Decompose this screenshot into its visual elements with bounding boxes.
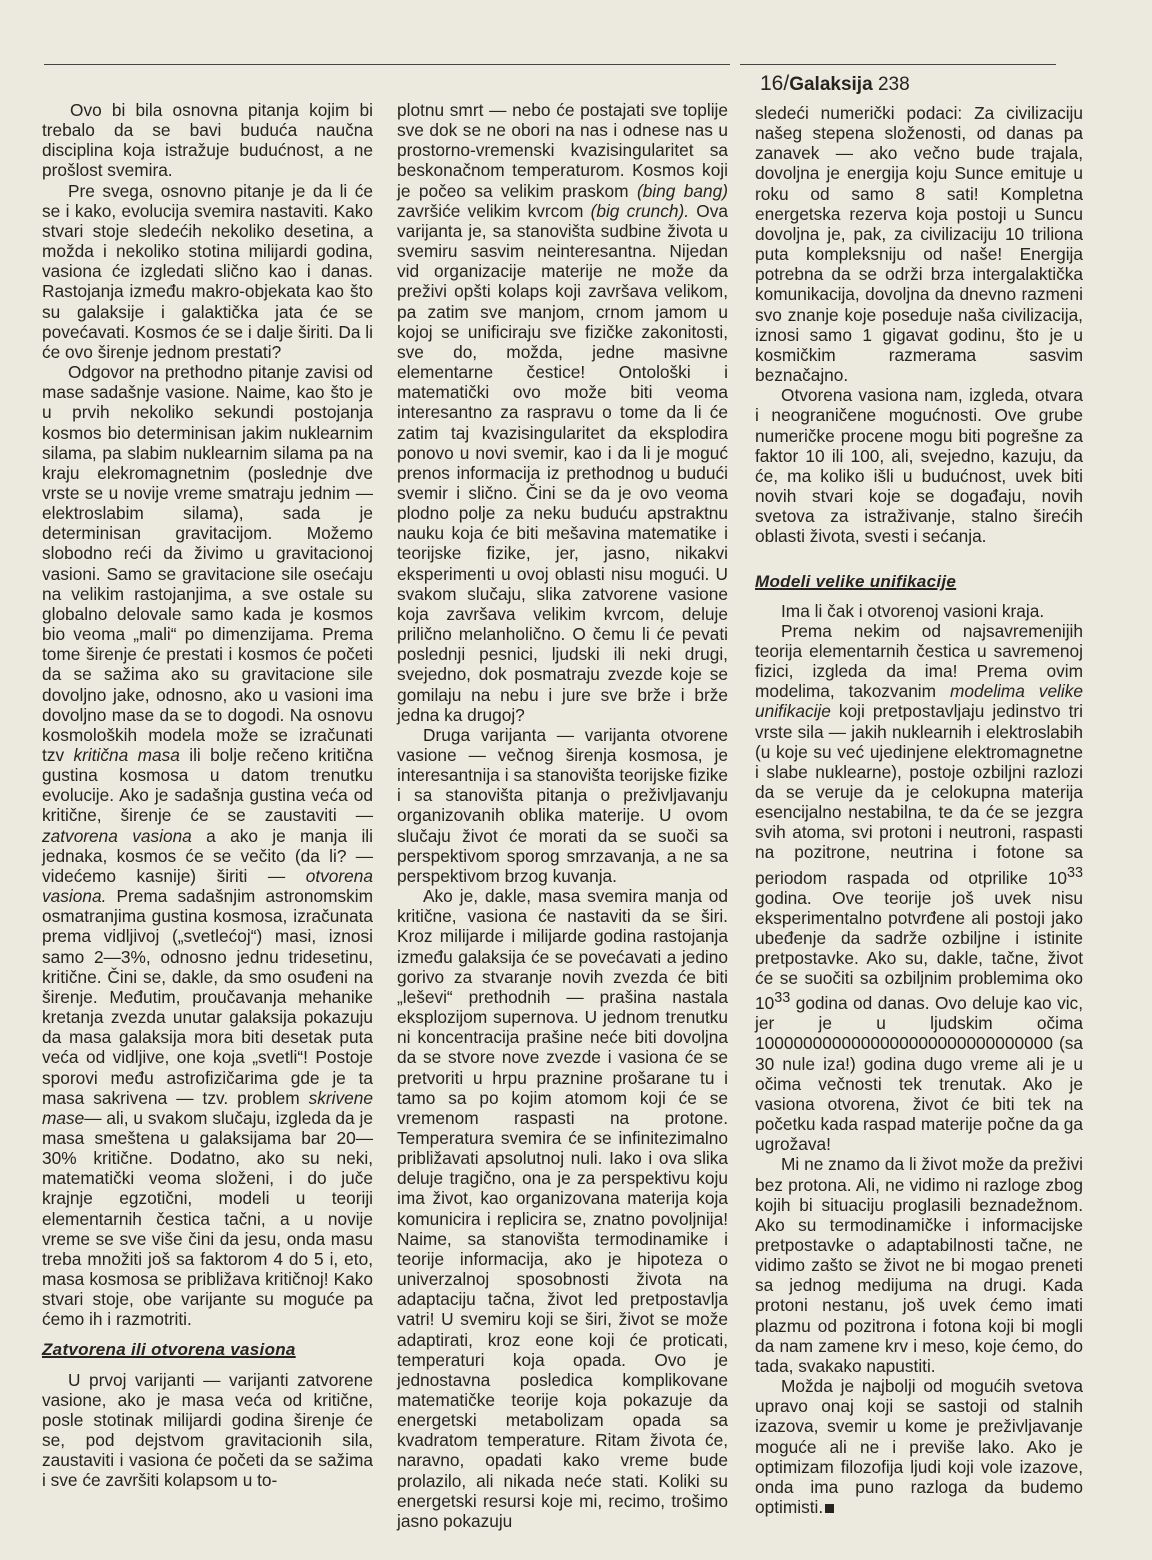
emphasis: skrivene mase (42, 1087, 373, 1128)
text-run: plotnu smrt — nebo će postajati sve toplije sve dok se ne obori na nas i odnese nas u prostorno-vremenski kvazisingularitet sa beskonačnom temperaturom. Kosmos koji je počeo sa velikim praskom (397, 100, 728, 201)
text-run: koji pretpostavljaju jedinstvo tri vrste sila — jakih nuklearnih i elektroslabih (u koje su već ujedinjene elektromagnetne i slabe nuklearne), postoje ozbiljni razlozi da se veruje da je celokupna materija esencijalno nestabilna, te da će se jezgra svih atoma, svi protoni i neutroni, raspasti na pozitrone, neutrina i fotone sa periodom raspada od otprilike 10 (755, 701, 1083, 888)
paragraph (755, 1376, 1083, 1517)
emphasis: (big crunch). (590, 200, 690, 221)
column-3 (755, 103, 1083, 1517)
emphasis: zatvorena vasiona (42, 825, 192, 846)
paragraph (755, 621, 1083, 1155)
paragraph: U prvoj varijanti — varijanti zatvorene vasione, ako je masa veća od kritične, posle stotinak milijardi godina širenje će se, pod dejstvom gravitacionih sila, zaustaviti i vasiona će početi da se sažima i sve će završiti kolapsom u to- (42, 1369, 373, 1491)
text-run: Ova varijanta je, sa stanovišta sudbine života u svemiru sasvim neinteresantna. Nijedan vid organizacije materije ne može da preživi opšti kolaps koji završava velikom, pa zatim sve manjom, crnom jamom u kojoj se unificiraju sve fizičke zakonitosti, sve do, možda, jedne masivne elementarne čestice! Ontološki i matematički ovo može biti veoma interesantno za raspravu o tome da li će zatim taj kvazisingularitet da eksplodira ponovo u novi svemir, kao i da li je moguć prenos informacija iz prethodnog u budući svemir i slično. Čini se da je ovo veoma plodno polje za neku buduću apstraktnu nauku koja će biti mešavina matematike i teorijske fizike, jer, jasno, nikakvi eksperimenti u ovoj oblasti nisu mogući. U svakom slučaju, slika zatvorene vasione koja završava velikim kvrcom, deluje prilično melanholično. O čemu li će pevati poslednji pesnici, ljudski ili neki drugi, svejedno, dok posmatraju zvezde koje se gomilaju na nebu i jure sve brže i brže jedna ka drugoj? (397, 200, 728, 725)
column-1 (42, 100, 373, 1491)
paragraph: Ima li čak i otvorenoj vasioni kraja. (781, 600, 1045, 621)
text-run: Prema nekim od najsavremenijih teorija elementarnih čestica u savremenoj fizici, izgleda da ima! Prema ovim modelima, takozvanim (755, 620, 1083, 702)
text-run: Možda je najbolji od mogućih svetova upravo onaj koji se sastoji od stalnih izazova, svemir u kome je preživljavanje moguće ali ne i previše lako. Ako je optimizam filozofija ljudi koji vole izazove, onda ima puno razloga da budemo optimisti. (755, 1376, 1083, 1517)
text-run: ili bolje rečeno kritična gustina kosmosa u datom trenutku evolucije. Ako je sadašnja gustina veća od kritične, širenje će se zaustaviti — (42, 745, 373, 826)
exponent: 33 (774, 990, 791, 1007)
text-run: Odgovor na prethodno pitanje zavisi od mase sadašnje vasione. Naime, kao što je u prvih nekoliko sekundi postojanja kosmos bio determinisan jakim nuklearnim silama, pa slabim nuklearnim silama pa na kraju elekromagnetnim (poslednje dve vrste se u novije vreme smatraju jednim — elektroslabim silama), sada je determinisan gravitacijom. Možemo slobodno reći da živimo u gravitacionoj vasioni. Samo se gravitacione sile osećaju na velikim rastojanjima, a sve ostale su globalno delovale samo kada je kosmos bio veoma „mali“ po dimenzijama. Prema tome širenje će prestati i kosmos će početi da se sažima ako su gravitacione sile dovoljno jake, odnosno, ako u vasioni ima dovoljno mase da se to dogodi. Na osnovu kosmoloških modela može se izračunati tzv (42, 362, 373, 765)
text-run: godina od danas. Ovo deluje kao vic, jer je u ljudskim očima 1000000000000000000000000000000 (sa 30 nule iza!) godina dugo vreme ali je u očima večnosti tek trenutak. Ako je vasiona otvorena, život će biti tek na početku kada raspad materije počne da ga ugrožava! (755, 993, 1083, 1155)
end-mark-icon (825, 1504, 834, 1513)
text-run: završiće velikim kvrcom (397, 200, 591, 221)
paragraph (42, 362, 373, 1330)
paragraph: sledeći numerički podaci: Za civilizaciju našeg stepena složenosti, od danas pa zanavek — ako večno bude trajala, dovoljna je energija koju Sunce emituje u roku od samo 8 sati! Kompletna energetska rezerva koja postoji u Suncu dovoljna je, pak, za civilizaciju 10 triliona puta kompleksniju od naše! Energija potrebna da se održi brza intergalaktička komunikacija, dovoljna da dnevno razmeni svo znanje koje poseduje naša civilizacija, iznosi samo 1 gigavat godinu, što je u kosmičkim razmerama sasvim beznačajno. (755, 103, 1083, 386)
paragraph: Mi ne znamo da li život može da preživi bez protona. Ali, ne vidimo ni razloge zbog kojih bi situaciju proglasili beznadežnom. Ako su termodinamičke i informacijske pretpostavke o adaptabilnosti tačne, ne vidimo zašto se život ne bi mogao preneti sa jednog medijuma na drugi. Kada protoni nestanu, još uvek ćemo imati plazmu od pozitrona i fotona koji bi mogli da nam zamene krv i meso, koje ćemo, do tada, svakako napustiti. (755, 1154, 1083, 1376)
column-2 (397, 100, 728, 1531)
magazine-name: Galaksija (789, 74, 873, 95)
emphasis: otvorena vasiona. (42, 865, 373, 907)
text-run: a ako je manja ili jednaka, kosmos će se večito (da li? — videćemo kasnije) širiti — (42, 825, 373, 886)
paragraph: Otvorena vasiona nam, izgleda, otvara i neograničene mogućnosti. Ove grube numeričke procene mogu biti pogrešne za faktor 10 ili 100, ali, svejedno, kazuju, da će, ma koliko išli u budućnost, uvek biti novih stvari koje se događaju, novih svetova za istraživanje, stalno širećih oblasti života, svesti i sećanja. (755, 385, 1083, 547)
header-rule-left (44, 64, 730, 65)
text-run: Prema sadašnjim astronomskim osmatranjima gustina kosmosa, izračunata prema vidljivoj („svetlećoj“) masi, iznosi samo 2—3%, odnosno jednu tridesetinu, kritične. Čini se, dakle, da smo osuđeni na širenje. Međutim, proučavanja mehanike kretanja zvezda unutar galaksija pokazuju da masa galaksija mora biti desetak puta veća od vidljive, one koja „svetli“! Postoje sporovi među astrofizičarima gde je ta masa sakrivena — tzv. problem (42, 886, 373, 1108)
emphasis: (bing bang) (636, 180, 728, 201)
paragraph (397, 100, 728, 725)
page-folio (760, 72, 910, 96)
subheading: Zatvorena ili otvorena vasiona (42, 1339, 296, 1359)
page-number: 16/ (760, 72, 790, 95)
paragraph: Ako je, dakle, masa svemira manja od kritične, vasiona će nastaviti da se širi. Kroz milijarde i milijarde godina rastojanja između galaksija će se povećavati a jedino gorivo za stvaranje novih zvezda će biti „leševi“ prethodnih — prašina nastala eksplozijom supernova. U jednom trenutku ni koncentracija prašine neće biti dovoljna da se stvore nove zvezde i vasiona će se pretvoriti u hrpu praznine prošarane tu i tamo sa po kojim atomom koji će se vremenom raspasti na protone. Temperatura svemira će se infinitezimalno približavati apsolutnoj nuli. Iako i ova slika deluje tragično, ona je za perspektivu koju ima život, kao organizovana materija koja komunicira i replicira se, znatno povoljnija! Naime, sa stanovišta termodinamike i teorije informacija, ako je hipoteza o univerzalnoj sposobnosti života na adaptaciju tačna, život led pretpostavlja vatri! U svemiru koji se širi, život se može adaptirati, kroz eone koji će proticati, temperaturi koja opada. Ovo je jednostavna posledica komplikovane matematičke teorije koja pokazuje da energetski metabolizam opada sa kvadratom temperature. Ritam života će, naravno, opadati kako vreme bude prolazilo, ali nikada neće stati. Koliki su energetski resursi koje mi, recimo, trošimo jasno pokazuju (397, 886, 728, 1531)
subheading: Modeli velike unifikacije (755, 572, 957, 592)
emphasis: kritična masa (73, 745, 180, 765)
header-rule-right (740, 64, 1056, 65)
paragraph: Pre svega, osnovno pitanje je da li će se i kako, evolucija svemira nastaviti. Kako stvari stoje sledećih nekoliko desetina, a možda i nekoliko stotina milijardi godina, vasiona će izgledati slično kao i danas. Rastojanja između makro-objekata kao što su galaksije i galaktička jata će se povećavati. Kosmos će se i dalje širiti. Da li će ovo širenje jednom prestati? (42, 180, 373, 362)
paragraph: Ovo bi bila osnovna pitanja kojim bi trebalo da se bavi buduća naučna disciplina koja istražuje budućnost, a ne prošlost svemira. (42, 100, 373, 181)
exponent: 33 (1066, 864, 1083, 881)
text-run: — ali, u svakom slučaju, izgleda da je masa smeštena u galaksijama bar 20—30% kritične. Dodatno, ako su neki, matematički veoma složeni, i do juče krajnje egzotični, modeli u teoriji elementarnih čestica tačni, a u novije vreme se sve više čini da jesu, onda masu treba množiti još sa faktorom 4 do 5 i, eto, masa kosmosa se približava kritičnoj! Kako stvari stoje, obe varijante su moguće pa ćemo ih i razmotriti. (42, 1107, 373, 1330)
text-run: godina. Ove teorije još uvek nisu eksperimentalno potvrđene ali postoji jako ubeđenje da sadrže ozbiljne i istinite pretpostavke. Ako su, dakle, tačne, život će se suočiti sa ozbiljnim problemima oko 10 (755, 887, 1083, 1014)
paragraph: Druga varijanta — varijanta otvorene vasione — večnog širenja kosmosa, je interesantnija i sa stanovišta teorijske fizike i sa stanovišta pitanja o preživljavanju organizovanih oblika materije. U ovom slučaju život će morati da se suoči sa perspektivom sporog smrzavanja, a ne sa perspektivom brzog kuvanja. (397, 724, 728, 886)
issue-number: 238 (877, 74, 910, 95)
emphasis: modelima velike unifikacije (755, 681, 1083, 722)
